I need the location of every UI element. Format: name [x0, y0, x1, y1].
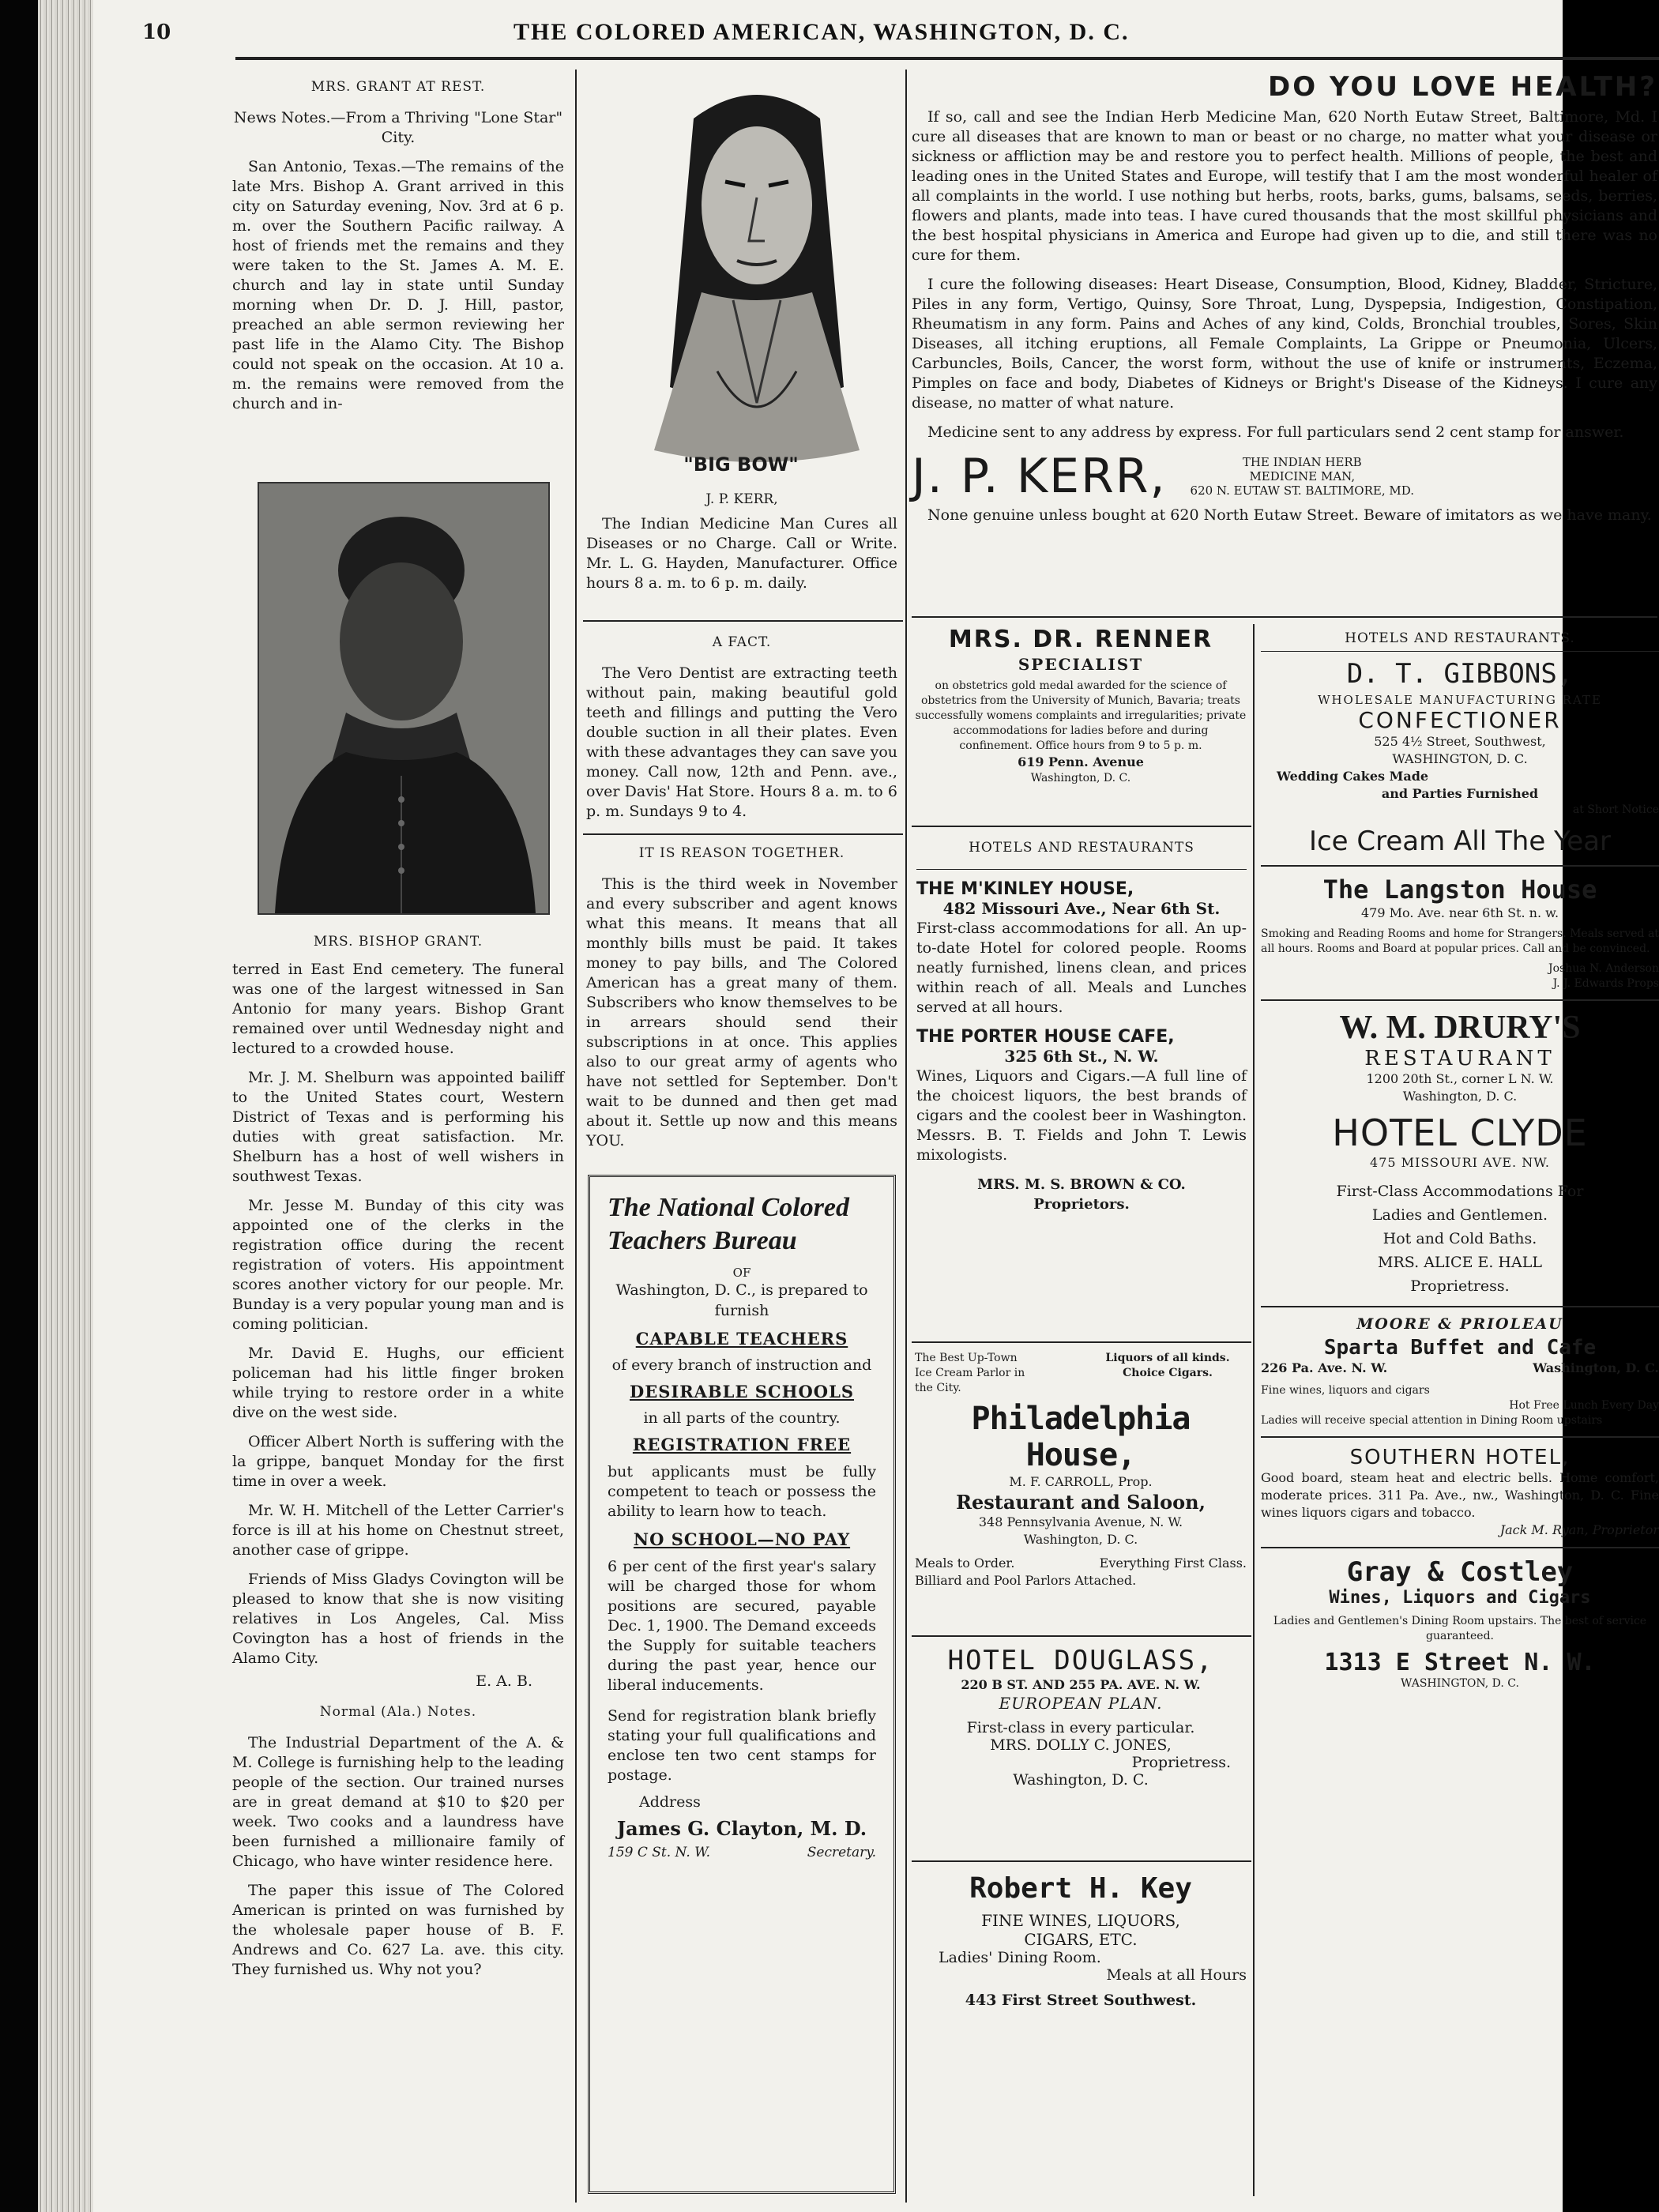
douglass-prop: MRS. DOLLY C. JONES,: [990, 1736, 1172, 1754]
subhead-grant: News Notes.—From a Thriving "Lone Star" City.: [233, 109, 563, 146]
fact-head: A FACT.: [712, 634, 772, 650]
phil-text-row: Meals to Order. Everything First Class.: [915, 1556, 1247, 1571]
bureau-name: James G. Clayton, M. D.: [616, 1817, 867, 1840]
column-rule-1: [575, 70, 577, 2203]
portrait-mrs-grant: [258, 482, 550, 915]
reason-notice: [586, 839, 897, 1159]
col4-ads: [1261, 626, 1659, 2194]
para-bunday: Mr. Jesse M. Bunday of this city was appointed one of the clerks in the registration office during the recent registration of voters. His appointment scores another victory for our people. Mr. Bunday is a very popular young man and is coming politician.: [232, 1197, 564, 1333]
langston-text: Smoking and Reading Rooms and home for Strangers. Meals served at all hours. Rooms and Board at popular prices. Call and be convinced.: [1261, 927, 1659, 955]
rule-col4-a: [1261, 865, 1659, 867]
key-line1: FINE WINES, LIQUORS,: [981, 1911, 1180, 1930]
health-footer: None genuine unless bought at 620 North Eutaw Street. Beware of imitators as we have many.: [927, 506, 1652, 524]
key-name: Robert H. Key: [969, 1872, 1192, 1905]
rule-col2-a: [583, 620, 903, 622]
sparta-text3: Ladies will receive special attention in Dining Room upstairs: [1261, 1414, 1603, 1427]
kerr-small-ad: [586, 490, 897, 608]
health-para-1: If so, call and see the Indian Herb Medicine Man, 620 North Eutaw Street, Baltimore, Md. I cure all diseases that are known to man or beast or no charge, no matter what your disease or sickness or affliction may be and restore you to perfect health. Millions of people, the best and leading ones in the United States and Europe, will testify that I am the most wonderful healer of all complaints in the world. I use nothing but herbs, roots, barks, gums, balsams, seeds, berries, flowers and plants, made into teas. I have cured thousands that the most skillful physicians and the best hospital physicians in America and Europe had given up to die, and still there was no cure for them.: [912, 108, 1657, 264]
bureau-secretary: Secretary.: [807, 1845, 876, 1860]
renner-spec: SPECIALIST: [1018, 655, 1144, 674]
phil-sub: Restaurant and Saloon,: [956, 1491, 1206, 1514]
health-title: DO YOU LOVE HEALTH?: [1268, 71, 1657, 103]
para-north: Officer Albert North is suffering with the la grippe, banquet Monday for the first time in over a week.: [232, 1433, 564, 1490]
column-1-top: [232, 73, 564, 483]
porter-addr: 325 6th St., N. W.: [1004, 1047, 1159, 1066]
phil-top-left: The Best Up-Town Ice Cream Parlor in the City.: [915, 1352, 1025, 1394]
phil-text3: Billiard and Pool Parlors Attached.: [915, 1573, 1137, 1588]
key-addr: 443 First Street Southwest.: [965, 1992, 1197, 2009]
rule-col4-d: [1261, 1436, 1659, 1438]
bureau-intro: Washington, D. C., is prepared to furnish: [615, 1281, 868, 1319]
page-edges: [38, 0, 93, 2212]
fact-text: The Vero Dentist are extracting teeth without pain, making beautiful gold teeth and fillings and putting the Vero double suction in all their plates. Even with these advantages they can save you money. Call now, 12th and Penn. ave., over Davis' Hat Store. Hours 8 a. m. to 6 p. m. Sundays 9 to 4.: [586, 664, 897, 820]
header-rule: [235, 57, 1659, 60]
gray-sub: Wines, Liquors and Cigars: [1329, 1588, 1591, 1608]
icecream-banner: Ice Cream All The Year: [1308, 826, 1612, 857]
reason-head: IT IS REASON TOGETHER.: [638, 845, 845, 861]
mckinley-text: First-class accommodations for all. An up-to-date Hotel for colored people. Rooms neatly furnished, linens clean, and prices within reach of all. Meals and Lunches served at all hours.: [916, 920, 1247, 1016]
hotels-head-col3: HOTELS AND RESTAURANTS: [969, 840, 1194, 856]
health-ad: [912, 70, 1657, 615]
signoff: E. A. B.: [476, 1672, 532, 1690]
clyde-ad: [1261, 1112, 1659, 1298]
sparta-name: Sparta Buffet and Cafe: [1323, 1336, 1597, 1360]
rule-col3-c: [912, 1635, 1251, 1637]
woman-portrait-illustration: [259, 483, 548, 913]
douglass-ad: [915, 1645, 1247, 1858]
key-line3: Ladies' Dining Room.: [939, 1949, 1101, 1966]
big-bow-label: "BIG BOW": [683, 453, 799, 476]
porter-prop: MRS. M. S. BROWN & CO.: [977, 1176, 1186, 1193]
gibbons-text2: and Parties Furnished: [1381, 786, 1539, 801]
para-industrial: The Industrial Department of the A. & M. College is furnishing help to the leading people of the section. Our trained nurses are in great demand at $10 to $20 per week. Two cooks and a laundress have been furnished a millionaire family of Chicago, who have winter residence here.: [232, 1734, 564, 1870]
big-bow-illustration: [638, 71, 875, 482]
fact-notice: [586, 628, 897, 826]
drury-addr: 1200 20th St., corner L N. W.: [1366, 1071, 1554, 1086]
rule-col4-e: [1261, 1547, 1659, 1548]
drury-type: RESTAURANT: [1364, 1047, 1556, 1070]
sparta-text2: Hot Free Lunch Every Day: [1509, 1399, 1659, 1412]
page-number: 10: [142, 21, 171, 44]
bureau-send: Send for registration blank briefly stating your full qualifications and enclose ten two cent stamps for postage.: [608, 1707, 876, 1784]
drury-name: W. M. DRURY'S: [1339, 1010, 1581, 1046]
bureau-street-row: [608, 1845, 876, 1860]
gibbons-text3: at Short Notice: [1572, 803, 1659, 816]
gibbons-addr: 525 4½ Street, Southwest,: [1374, 734, 1546, 749]
southern-prop: Jack M. Ryan, Proprietor: [1499, 1522, 1659, 1537]
para-hughs: Mr. David E. Hughs, our efficient policeman had his little finger broken while trying to restore order in a white dive on the west side.: [232, 1345, 564, 1421]
renner-addr: 619 Penn. Avenue: [1018, 754, 1144, 769]
moore-name: MOORE & PRIOLEAU: [1356, 1315, 1563, 1333]
rule-col4-c: [1261, 1306, 1659, 1307]
gray-costley-ad: [1261, 1556, 1659, 1691]
key-ad: [915, 1872, 1247, 2078]
langston-ad: [1261, 875, 1659, 991]
para-covington: Friends of Miss Gladys Covington will be pleased to know that she is now visiting relatives in Los Angeles, Cal. Miss Covington has a host of friends in the Alamo City.: [232, 1571, 564, 1667]
portrait-caption: MRS. BISHOP GRANT.: [313, 934, 483, 950]
phil-prop: M. F. CARROLL, Prop.: [1009, 1474, 1153, 1489]
gibbons-text1: Wedding Cakes Made: [1277, 769, 1429, 784]
bureau-street: 159 C St. N. W.: [608, 1845, 711, 1860]
indian-chief-portrait: [638, 71, 875, 482]
renner-text: on obstetrics gold medal awarded for the science of obstetrics from the University of Munich, Bavaria; treats successfully womens complaints and irregularities; private accommodations for ladies before and during confinement. Office hours from 9 to 5 p. m.: [915, 679, 1247, 752]
phil-city: Washington, D. C.: [1023, 1532, 1138, 1547]
bureau-title: The National Colored Teachers Bureau: [608, 1193, 850, 1255]
rule-col3-a: [912, 826, 1251, 827]
renner-ad: [915, 626, 1247, 831]
column-rule-2: [905, 70, 907, 2203]
column-1-bottom: [232, 960, 564, 2192]
mckinley-name: THE M'KINLEY HOUSE,: [916, 879, 1134, 899]
rule-col3-d: [912, 1860, 1251, 1862]
rule-col3-b: [912, 1341, 1251, 1343]
key-line2: CIGARS, ETC.: [1024, 1930, 1138, 1949]
douglass-city: Washington, D. C.: [1013, 1771, 1149, 1789]
gray-name: Gray & Costley: [1346, 1556, 1574, 1588]
health-sig-row: [912, 449, 1657, 504]
bureau-address-label: Address: [639, 1793, 701, 1811]
langston-addr: 479 Mo. Ave. near 6th St. n. w.: [1360, 905, 1559, 920]
clyde-text2: Ladies and Gentlemen.: [1371, 1206, 1548, 1224]
headline-grant: MRS. GRANT AT REST.: [310, 79, 486, 95]
bureau-parts: in all parts of the country.: [643, 1409, 841, 1427]
gray-city: WASHINGTON, D. C.: [1401, 1677, 1519, 1690]
hotels-head-col4: HOTELS AND RESTAURANTS.: [1345, 630, 1575, 646]
bureau-of: OF: [732, 1266, 751, 1280]
phil-name: Philadelphia House,: [971, 1401, 1191, 1473]
para-shelburn: Mr. J. M. Shelburn was appointed bailiff to the United States court, Western District of Texas and is performing his duties with great satisfaction. Mr. Shelburn has a host of well wishers in southwest Texas.: [232, 1069, 564, 1185]
health-tag: THE INDIAN HERB MEDICINE MAN, 620 N. EUTAW ST. BALTIMORE, MD.: [1190, 455, 1415, 498]
para-grant-2: terred in East End cemetery. The funeral was one of the largest witnessed in San Antonio for many years. Bishop Grant remained over until Wednesday night and lectured to a crowded house.: [232, 961, 564, 1057]
douglass-plan: EUROPEAN PLAN.: [999, 1694, 1163, 1713]
douglass-addr: 220 B ST. AND 255 PA. AVE. N. W.: [961, 1677, 1201, 1692]
rule-col2-b: [583, 833, 903, 835]
renner-name: MRS. DR. RENNER: [948, 626, 1213, 653]
southern-text: Good board, steam heat and electric bells. Home comfort, moderate prices. 311 Pa. Ave., nw., Washington, D. C. Fine wines liquors cigars and tobacco.: [1261, 1470, 1659, 1520]
bureau-nopay: NO SCHOOL—NO PAY: [633, 1529, 851, 1549]
hotels-col3: [916, 833, 1247, 1339]
clyde-name: HOTEL CLYDE: [1332, 1112, 1588, 1154]
clyde-text1: First-Class Accommodations For: [1336, 1183, 1584, 1200]
douglass-text: First-class in every particular.: [966, 1719, 1195, 1736]
para-grant-1: San Antonio, Texas.—The remains of the late Mrs. Bishop A. Grant arrived in this city on Saturday evening, Nov. 3rd at 6 p. m. over the Southern Pacific railway. A host of friends met the remains and they were taken to the St. James A. M. E. church and lay in state until Sunday morning when Dr. D. J. Hill, pastor, preached an able sermon reviewing her past life in the Alamo City. The Bishop could not speak on the occasion. At 10 a. m. the remains were removed from the church and in-: [232, 158, 564, 412]
bureau-branch: of every branch of instruction and: [611, 1356, 872, 1374]
book-binding: [0, 0, 38, 2212]
rule-col4-head: [1261, 651, 1659, 652]
health-name: J. P. KERR,: [912, 449, 1167, 504]
porter-text: Wines, Liquors and Cigars.—A full line of the choicest liquors, the best brands of cigars and the coolest beer in Washington. Messrs. B. T. Fields and John T. Lewis mixologists.: [916, 1067, 1247, 1164]
health-para-2: I cure the following diseases: Heart Disease, Consumption, Blood, Kidney, Bladder, Stricture, Piles in any form, Vertigo, Quinsy, Sore Throat, Lung, Dyspepsia, Indigestion, Constipation, Rheumatism in any form. Pains and Aches of any kind, Colds, Bronchial troubles, Sores, Skin Diseases, all itching eruptions, all Female Complaints, La Grippe or Pneumonia, Ulcers, Carbuncles, Boils, Cancer, the worst form, without the use of knife or instruments, Eczema, Pimples on face and body, Diabetes of Kidneys or Bright's Disease of the Kidneys. I cure any disease, no matter of what nature.: [912, 276, 1657, 412]
gibbons-city: WASHINGTON, D. C.: [1392, 751, 1528, 766]
sparta-addr-row: 226 Pa. Ave. N. W. Washington, D. C.: [1261, 1360, 1659, 1375]
drury-city: Washington, D. C.: [1402, 1089, 1518, 1104]
gray-addr: 1313 E Street N. W.: [1324, 1649, 1596, 1676]
rule-hotels-head: [916, 869, 1247, 870]
clyde-text3: Hot and Cold Baths.: [1382, 1230, 1537, 1247]
gray-text: Ladies and Gentlemen's Dining Room upstairs. The best of service guaranteed.: [1273, 1615, 1647, 1642]
health-para-3: Medicine sent to any address by express. For full particulars send 2 cent stamp for answer.: [927, 423, 1624, 441]
newspaper-page: [93, 0, 1659, 2212]
teachers-bureau-ad: [588, 1175, 896, 2194]
gibbons-ad: [1261, 658, 1659, 818]
para-mitchell: Mr. W. H. Mitchell of the Letter Carrier's force is ill at his home on Chestnut street, another case of grippe.: [232, 1502, 564, 1559]
headline-normal-notes: Normal (Ala.) Notes.: [319, 1704, 477, 1720]
gibbons-type: CONFECTIONER: [1358, 707, 1562, 733]
southern-name: SOUTHERN HOTEL,: [1349, 1446, 1571, 1469]
phil-top-right: Liquors of all kinds. Choice Cigars.: [1105, 1352, 1230, 1379]
gibbons-sub: WHOLESALE MANUFACTURING RATE: [1318, 693, 1602, 707]
reason-text: This is the third week in November and every subscriber and agent knows what this means. It means that all monthly bills must be paid. It takes money to pay bills, and The Colored American has a great many of them. Subscribers who know themselves to be in arrears should send their subscriptions in at once. This applies also to our great army of agents who have not settled for September. Don't wait to be dunned and then get mad about it. Settle up now and this means YOU.: [586, 875, 897, 1149]
masthead: THE COLORED AMERICAN, WASHINGTON, D. C.: [514, 19, 1130, 45]
southern-ad: [1261, 1446, 1659, 1539]
kerr-small-name: J. P. KERR,: [705, 491, 778, 507]
clyde-prop: MRS. ALICE E. HALL: [1378, 1254, 1542, 1271]
column-rule-3: [1253, 624, 1255, 2196]
langston-prop1: Joshua N. Anderson: [1548, 962, 1659, 975]
page-header: [142, 17, 1572, 49]
porter-name: THE PORTER HOUSE CAFE,: [916, 1027, 1175, 1047]
bureau-but: but applicants must be fully competent to teach or possess the ability to learn how to teach.: [608, 1463, 876, 1520]
porter-prop2: Proprietors.: [1033, 1196, 1130, 1213]
para-paper: The paper this issue of The Colored American is printed on was furnished by the wholesale paper house of B. F. Andrews and Co. 627 La. ave. this city. They furnished us. Why not you?: [232, 1882, 564, 1978]
bureau-percent: 6 per cent of the first year's salary will be charged those for whom positions are secured, payable Dec. 1, 1900. The Demand exceeds the Supply for suitable teachers during the past year, hence our liberal inducements.: [608, 1558, 876, 1694]
douglass-name: HOTEL DOUGLASS,: [947, 1645, 1214, 1676]
sparta-text1: Fine wines, liquors and cigars: [1261, 1384, 1430, 1397]
bureau-capable: CAPABLE TEACHERS: [635, 1329, 848, 1349]
gibbons-name: D. T. GIBBONS,: [1346, 658, 1574, 690]
key-line4: Meals at all Hours: [1106, 1966, 1247, 1984]
langston-prop2: J. J. Edwards Props: [1552, 977, 1659, 990]
rule-health-bottom: [912, 616, 1657, 618]
clyde-addr: 475 MISSOURI AVE. NW.: [1370, 1155, 1550, 1170]
bureau-registration: REGISTRATION FREE: [632, 1435, 852, 1454]
bureau-desirable: DESIRABLE SCHOOLS: [629, 1382, 855, 1401]
phil-addr: 348 Pennsylvania Avenue, N. W.: [978, 1514, 1183, 1529]
kerr-small-text: The Indian Medicine Man Cures all Diseases or no Charge. Call or Write. Mr. L. G. Hayden, Manufacturer. Office hours 8 a. m. to 6 p. m. daily.: [586, 515, 897, 592]
rule-col4-b: [1261, 999, 1659, 1001]
douglass-prop2: Proprietress.: [1131, 1754, 1231, 1771]
drury-ad: [1261, 1009, 1659, 1105]
phil-top-row: [915, 1351, 1247, 1396]
sparta-ad: [1261, 1315, 1659, 1428]
mckinley-addr: 482 Missouri Ave., Near 6th St.: [942, 899, 1221, 918]
langston-name: The Langston House: [1322, 875, 1597, 905]
clyde-prop2: Proprietress.: [1410, 1277, 1510, 1295]
renner-city: Washington, D. C.: [1030, 772, 1131, 784]
philadelphia-ad: [915, 1351, 1247, 1627]
